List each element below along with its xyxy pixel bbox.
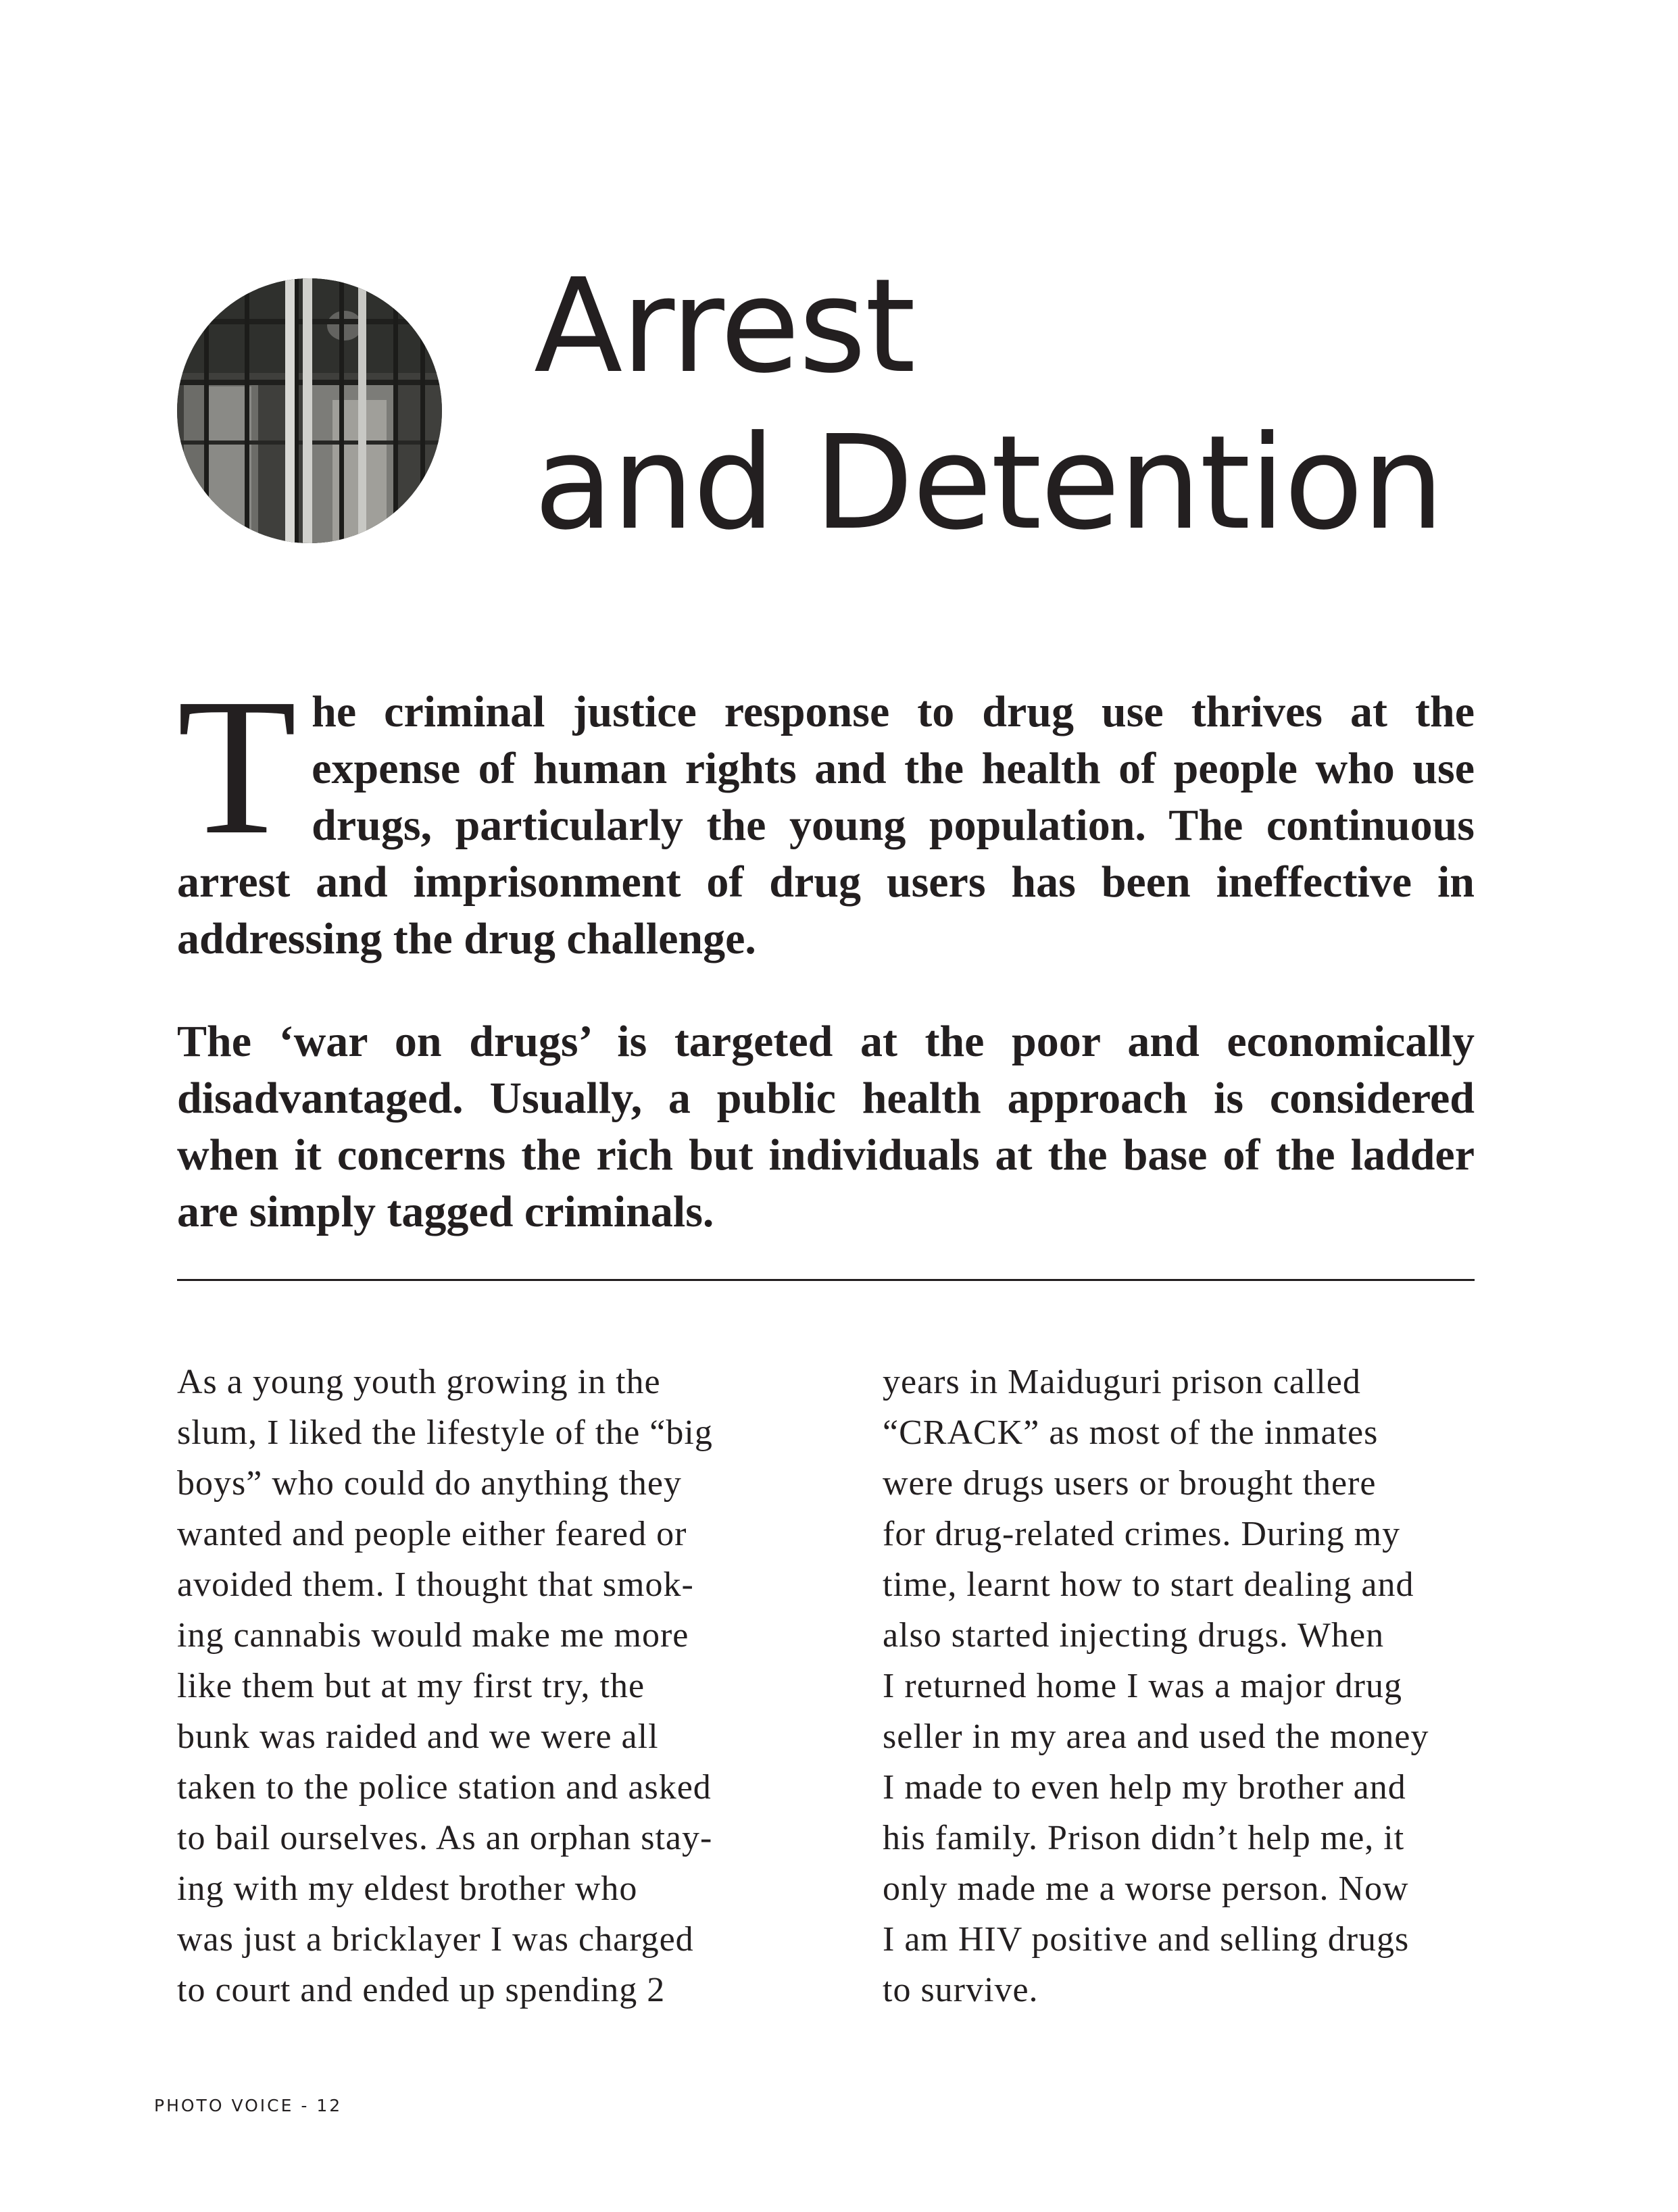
story-line: his family. Prison didn’t help me, it: [883, 1819, 1405, 1857]
story-line: taken to the police station and asked: [177, 1768, 712, 1807]
page-title: [534, 249, 1443, 562]
story-line: to court and ended up spending 2: [177, 1971, 666, 2009]
story-line: avoided them. I thought that smok-: [177, 1565, 694, 1604]
prison-bars-illustration: [177, 278, 442, 543]
story-line: slum, I liked the lifestyle of the “big: [177, 1413, 713, 1452]
story-line: I made to even help my brother and: [883, 1768, 1406, 1807]
story-line: “CRACK” as most of the inmates: [883, 1413, 1379, 1452]
intro-paragraph-1-text: he criminal justice response to drug use thrives at the expense of human rights and the health of people who use drugs, particularly the young population. The continuous arrest and imprisonment of drug users has been ineffective in addressing the drug challenge.: [177, 687, 1475, 963]
page-footer: PHOTO VOICE - 12: [154, 2096, 343, 2115]
story-line: only made me a worse person. Now: [883, 1869, 1409, 1908]
story-line: wanted and people either feared or: [177, 1515, 687, 1553]
story-line: I am HIV positive and selling drugs: [883, 1920, 1410, 1959]
story-line: like them but at my first try, the: [177, 1667, 645, 1705]
story-line: were drugs users or brought there: [883, 1464, 1377, 1503]
story-line: to bail ourselves. As an orphan stay-: [177, 1819, 713, 1857]
story-column-2: [883, 1357, 1471, 2015]
story-line: boys” who could do anything they: [177, 1464, 682, 1503]
story-line: seller in my area and used the money: [883, 1717, 1429, 1756]
story-line: bunk was raided and we were all: [177, 1717, 659, 1756]
story-line: I returned home I was a major drug: [883, 1667, 1402, 1705]
story-line: also started injecting drugs. When: [883, 1616, 1385, 1655]
story-line: ing cannabis would make me more: [177, 1616, 689, 1655]
drop-cap: T: [177, 658, 297, 875]
story-line: As a young youth growing in the: [177, 1363, 661, 1401]
story-column-1: [177, 1357, 765, 2015]
intro-paragraph-1: [177, 658, 1475, 967]
story-line: ing with my eldest brother who: [177, 1869, 638, 1908]
story-line: to survive.: [883, 1971, 1039, 2009]
title-line-1: Arrest: [534, 251, 915, 402]
story-line: was just a bricklayer I was charged: [177, 1920, 694, 1959]
intro-paragraph-2: The ‘war on drugs’ is targeted at the poor and economically disadvantaged. Usually, a public health approach is considered when it concerns the rich but individuals at the base of the ladder are simply tagged criminals.: [177, 1017, 1475, 1236]
story-line: for drug-related crimes. During my: [883, 1515, 1401, 1553]
section-divider: [177, 1279, 1475, 1281]
title-line-2: and Detention: [534, 408, 1443, 559]
story-line: time, learnt how to start dealing and: [883, 1565, 1414, 1604]
prison-bars-photo: [177, 278, 442, 543]
story-line: years in Maiduguri prison called: [883, 1363, 1361, 1401]
